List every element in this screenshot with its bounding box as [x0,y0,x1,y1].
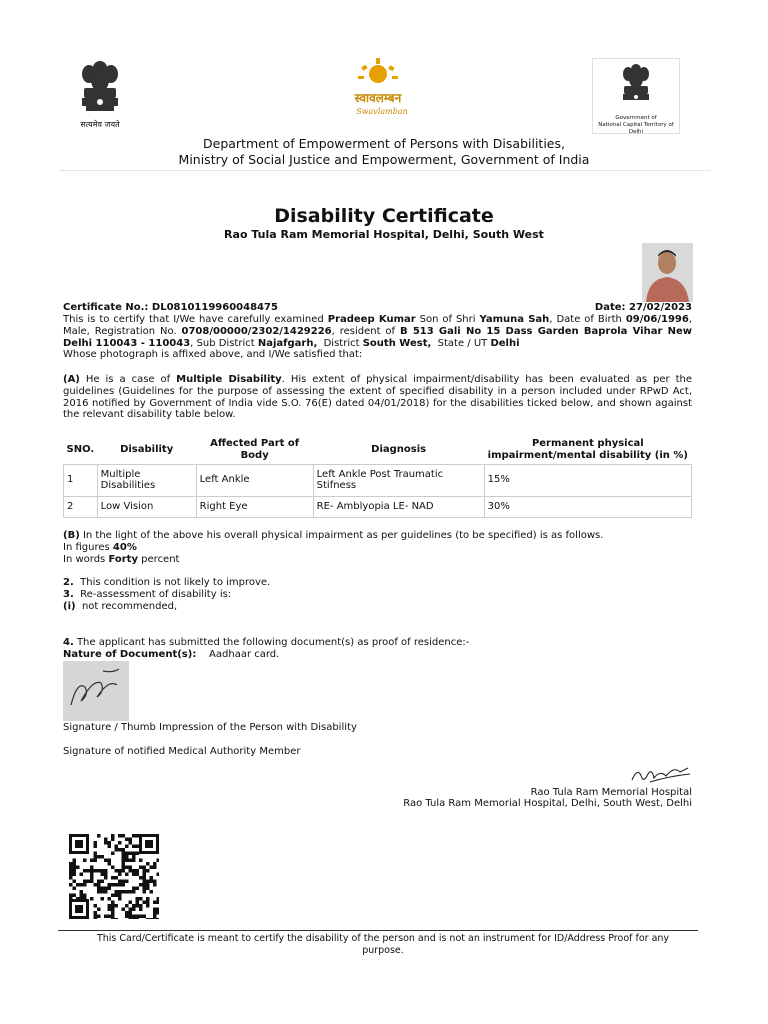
figures-line [63,542,692,554]
conditions-list [63,577,270,612]
father-name: Yamuna Sah [479,314,550,325]
condition-3-number: 3. [63,588,74,600]
footer-divider [58,930,698,931]
section-a-text-1: He is a case of [85,374,171,385]
intro-text: This is to certify that I/We have carefully examined [63,314,324,325]
table-row [64,464,692,497]
table-cell: Low Vision [97,497,196,518]
national-emblem-logo [74,58,126,134]
swavlamban-logo-subtext: Swavlamban [356,107,408,116]
words-label: In words [63,553,106,565]
condition-i-text: not recommended, [81,600,178,612]
residence-text: The applicant has submitted the following document(s) as proof of residence:- [76,637,470,648]
footer-disclaimer: This Card/Certificate is meant to certify the disability of the person and is not an instrument for ID/Address Proof for any purpose. [96,933,670,957]
table-header-impairment: Permanent physical impairment/mental disability (in %) [487,438,688,461]
delhi-government-logo [592,58,680,134]
delhi-logo-caption-1: Government of [615,115,657,121]
address: B 513 Gali No 15 Dass Garden Baprola Vihar New Delhi 110043 - 110043 [63,325,692,349]
table-header-sno: SNO. [66,443,95,455]
table-cell: Multiple Disabilities [97,464,196,497]
nature-value: Aadhaar card. [209,648,280,660]
applicant-photo [642,243,693,302]
condition-item-3 [63,589,270,601]
table-cell: 2 [64,497,98,518]
state: Delhi [490,337,520,349]
subdistrict: Najafgarh, [257,337,318,349]
applicant-signature-image [63,661,129,721]
section-b [63,530,692,565]
section-a-marker: (A) [63,374,80,385]
header-divider [60,170,710,171]
table-header-diagnosis: Diagnosis [371,443,427,455]
table-header-affected-part: Affected Part of Body [210,438,300,461]
table-cell: Left Ankle Post Traumatic Stifness [313,464,484,497]
certificate-subtitle: Rao Tula Ram Memorial Hospital, Delhi, South West [224,228,544,241]
section-b-text: In the light of the above his overall physical impairment as per guidelines (to be specified) is as follows. [82,530,604,541]
nature-label: Nature of Document(s): [63,648,197,660]
certificate-number-label: Certificate No.: [63,302,149,313]
qr-code [69,834,159,919]
section-a-text-2: . His extent of physical impairment/disability has been evaluated as per the guidelines (Guidelines for the purpose of assessing the extent of specified disability in a person included under RPwD Act, 2016 notified by Government of India vide S.O. 76(E) dated 04/01/2018) for the disabilities ticked below, and shown against the relevant disability table below. [63,374,692,421]
swavlamban-logo [340,56,416,122]
department-heading [0,136,768,169]
table-header-row [64,436,692,464]
registration-number: 0708/00000/2302/1429226 [181,325,332,337]
condition-item-i [63,601,270,613]
residence-number: 4. [63,637,74,648]
table-row [64,497,692,518]
condition-i-number: (i) [63,600,76,612]
hospital-address: Rao Tula Ram Memorial Hospital, Delhi, South West, Delhi [403,798,692,809]
residence-line [63,637,469,649]
condition-item-2 [63,577,270,589]
figures-label: In figures [63,541,110,553]
district: South West, [362,337,432,349]
state-label: State / UT [437,337,488,349]
certification-paragraph [63,314,692,361]
certificate-title: Disability Certificate [274,205,494,227]
photo-statement: Whose photograph is affixed above, and I/We satisfied that: [63,349,363,361]
swavlamban-logo-text: स्वावलम्बन [354,91,402,105]
section-b-line [63,530,692,542]
section-a-paragraph [63,374,692,421]
emblem-caption: सत्यमेव जयते [80,120,120,129]
words-value: Forty [108,553,138,565]
medical-authority-signature-caption: Signature of notified Medical Authority Member [63,746,301,757]
residence-proof [63,637,469,661]
applicant-name: Pradeep Kumar [327,314,416,325]
table-header-disability: Disability [120,443,174,455]
delhi-logo-caption-2: National Capital Territory of Delhi [598,122,674,136]
table-cell: 1 [64,464,98,497]
section-b-marker: (B) [63,530,80,541]
department-line-2: Ministry of Social Justice and Empowerment, Government of India [178,152,590,168]
table-cell: 15% [484,464,691,497]
applicant-signature-caption: Signature / Thumb Impression of the Person with Disability [63,722,357,733]
dob-label: , Date of Birth [549,314,622,325]
disability-table [63,436,692,518]
certificate-date [595,302,692,314]
subdistrict-label: , Sub District [190,337,255,349]
words-line [63,554,692,566]
condition-2-text: This condition is not likely to improve. [80,577,271,588]
date-of-birth: 09/06/1996 [625,314,689,325]
relation-text: Son of Shri [419,314,476,325]
table-cell: Left Ankle [196,464,313,497]
condition-2-number: 2. [63,577,74,588]
certificate-date-value: 27/02/2023 [629,302,692,313]
nature-line [63,649,469,661]
hospital-name: Rao Tula Ram Memorial Hospital [530,787,692,798]
condition-3-text: Re-assessment of disability is: [80,588,232,600]
certificate-date-label: Date: [594,302,626,313]
table-cell: Right Eye [196,497,313,518]
resident-label: , resident of [331,325,396,337]
certificate-number [63,302,278,314]
district-label: District [323,337,360,349]
gender-registration-label: , Male, Registration No. [63,314,692,337]
certificate-number-value: DL0810119960048475 [151,302,278,313]
department-line-1: Department of Empowerment of Persons with Disabilities, [203,136,565,151]
disability-type: Multiple Disability [176,374,282,385]
table-cell: 30% [484,497,691,518]
words-suffix: percent [141,553,180,565]
hospital-signature-image [630,762,692,786]
table-cell: RE- Amblyopia LE- NAD [313,497,484,518]
figures-value: 40% [112,541,137,553]
